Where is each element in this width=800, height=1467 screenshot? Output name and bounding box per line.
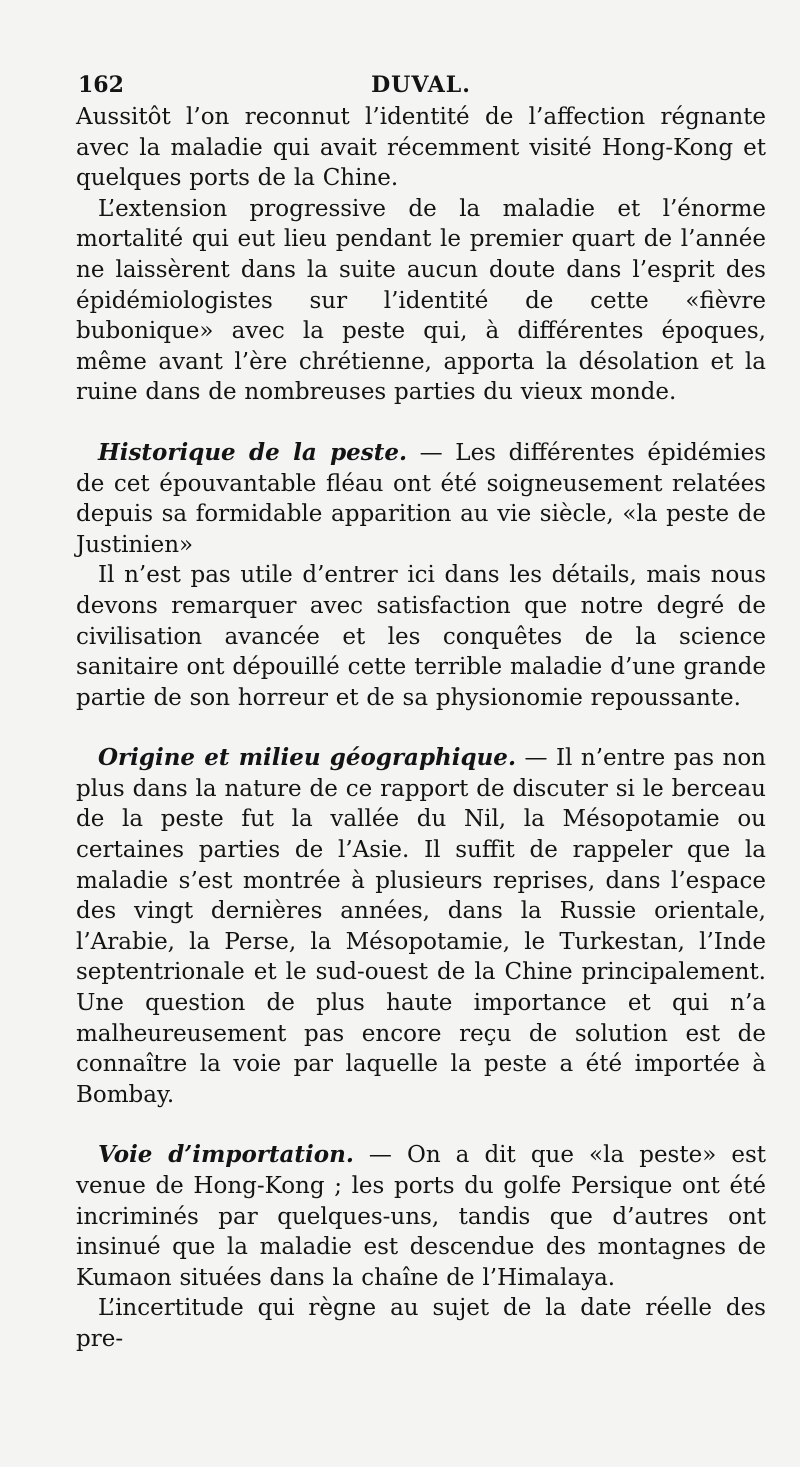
- section-heading: Origine et milieu géographique.: [98, 744, 516, 772]
- section-heading: Historique de la peste.: [98, 438, 407, 466]
- paragraph: [76, 743, 766, 1110]
- page-header: [76, 62, 766, 102]
- paragraph: [76, 102, 766, 194]
- paragraph: [76, 438, 766, 560]
- paragraph-text: — Il n’entre pas non plus dans la nature de ce rapport de discuter si le berceau de la peste fut la vallée du Nil, la Mésopotamie ou certaines parties de l’Asie. Il suffit de rappeler que la maladie s’est montrée à plusieurs reprises, dans l’espace des vingt dernières années, dans la Russie orientale, l’Arabie, la Perse, la Mésopotamie, le Turkestan, l’Inde septentrionale et le sud-ouest de la Chine principalement. Une question de plus haute importance et qui n’a malheureusement pas encore reçu de solution est de connaître la voie par laquelle la peste a été importée à Bombay.: [76, 745, 766, 1108]
- page-number: 162: [78, 72, 124, 98]
- paragraph-text: L’incertitude qui règne au sujet de la date réelle des pre-: [76, 1295, 766, 1352]
- running-head: DUVAL.: [371, 72, 471, 98]
- paragraph-text: Aussitôt l’on reconnut l’identité de l’affection régnante avec la maladie qui avait récemment visité Hong-Kong et quelques ports de la Chine.: [76, 104, 766, 192]
- paragraph: [76, 1293, 766, 1354]
- paragraph: [76, 560, 766, 713]
- paragraph: [76, 1140, 766, 1293]
- paragraph-text: L’extension progressive de la maladie et l’énorme mortalité qui eut lieu pendant le premier quart de l’année ne laissèrent dans la suite aucun doute dans l’esprit des épidémiologistes sur l’identité de cette «fièvre bubonique» avec la peste qui, à différentes époques, même avant l’ère chrétienne, apporta la désolation et la ruine dans de nombreuses parties du vieux monde.: [76, 195, 766, 406]
- paragraph-text: Il n’est pas utile d’entrer ici dans les détails, mais nous devons remarquer avec satisfaction que notre degré de civilisation avancée et les conquêtes de la science sanitaire ont dépouillé cette terrible maladie d’une grande partie de son horreur et de sa physionomie repoussante.: [76, 562, 766, 711]
- paragraph-text: — Les différentes épidémies de cet épouvantable fléau ont été soigneusement relatées depuis sa formidable apparition au vie siècle, «la peste de Justinien»: [76, 439, 766, 558]
- body-text: [76, 102, 766, 1355]
- section-heading: Voie d’importation.: [98, 1141, 354, 1169]
- paragraph-text: — On a dit que «la peste» est venue de Hong-Kong ; les ports du golfe Persique ont été incriminés par quelques-uns, tandis que d’autres ont insinué que la maladie est descendue des montagnes de Kumaon situées dans la chaîne de l’Himalaya.: [76, 1142, 766, 1291]
- paragraph: [76, 194, 766, 408]
